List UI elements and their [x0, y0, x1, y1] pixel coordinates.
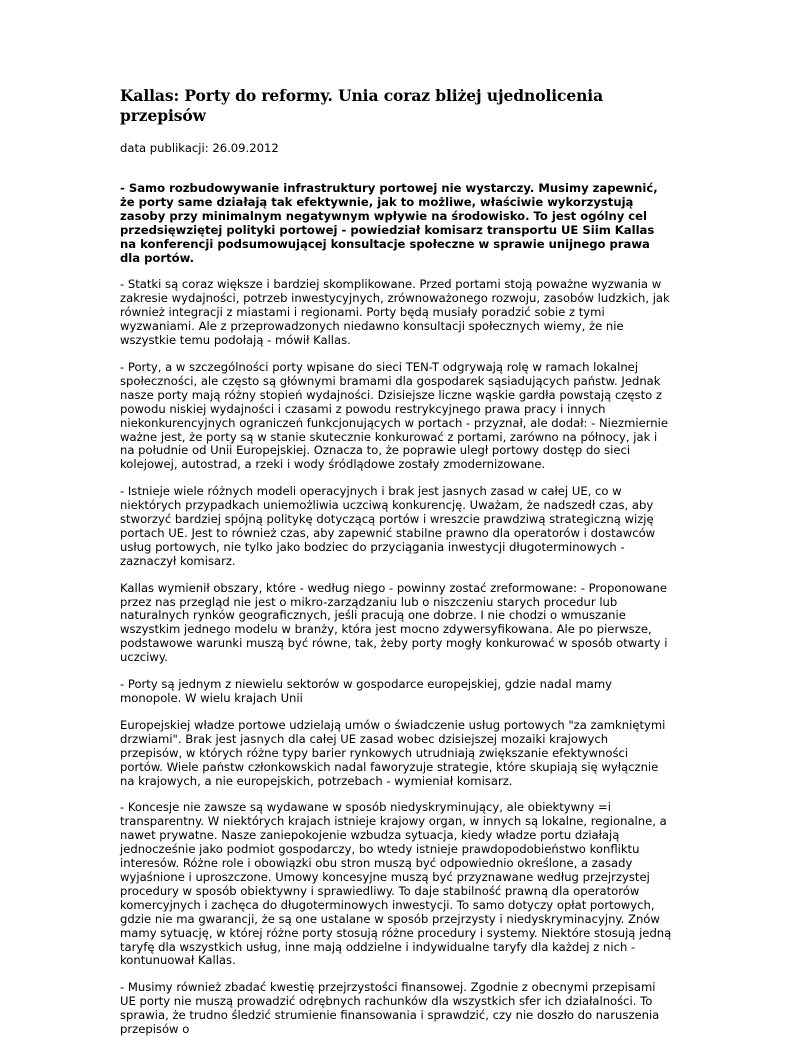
article [120, 86, 672, 1037]
paragraph-3: - Istnieje wiele różnych modeli operacyjnych i brak jest jasnych zasad w całej UE, co w niektórych przypadkach uniemożliwia uczciwą konkurencję. Uważam, że nadszedł czas, aby stworzyć bardziej spójną politykę dotyczącą portów i wreszcie prawdziwą strategiczną wizję portach UE. Jest to również czas, aby zapewnić stabilne prawno dla operatorów i dostawców usług portowych, nie tylko jako bodziec do przyciągania inwestycji długoterminowych - zaznaczył komisarz. [120, 484, 656, 568]
article-title: Kallas: Porty do reformy. Unia coraz bliżej ujednolicenia przepisów [120, 86, 604, 125]
paragraph-2: - Porty, a w szczególności porty wpisane do sieci TEN-T odgrywają rolę w ramach lokalnej społeczności, ale często są głównymi bramami dla gospodarek sąsiadujących państw. Jednak nasze porty mają różny stopień wydajności. Dzisiejsze liczne wąskie gardła powstają często z powodu niskiej wydajności i czasami z powodu restrykcyjnego prawa pracy i innych niekonkurencyjnych ograniczeń funkcjonujących w portach - przyznał, ale dodał: - Niezmiernie ważne jest, że porty są w stanie skutecznie konkurować z portami, zarówno na północy, jak i na południe od Unii Europejskiej. Oznacza to, że poprawie uległ portowy dostęp do sieci kolejowej, autostrad, a rzeki i wody śródlądowe zostały zmodernizowane. [120, 359, 669, 472]
paragraph-8: - Musimy również zbadać kwestię przejrzystości finansowej. Zgodnie z obecnymi przepisami UE porty nie muszą prowadzić odrębnych rachunków dla wszystkich sfer ich działalności. To sprawia, że trudno śledzić strumienie finansowania i sprawdzić, czy nie doszło do naruszenia przepisów o [120, 980, 660, 1037]
paragraph-7: - Koncesje nie zawsze są wydawane w sposób niedyskryminujący, ale obiektywny =i transparentny. W niektórych krajach istnieje krajowy organ, w innych są lokalne, regionalne, a nawet prywatne. Nasze zaniepokojenie wzbudza sytuacja, kiedy władze portu działają jednocześnie jako podmiot gospodarczy, bo wtedy istnieje prawdopodobieństwo konfliktu interesów. Różne role i obowiązki obu stron muszą być odpowiednio określone, a zasady wyjaśnione i uproszczone. Umowy koncesyjne muszą być przyznawane według przejrzystej procedury w sposób obiektywny i sprawiedliwy. To daje stabilność prawną dla operatorów komercyjnych i zachęca do długoterminowych inwestycji. To samo dotyczy opłat portowych, gdzie nie ma gwarancji, że są one ustalane w sposób przejrzysty i niedyskryminacyjny. Znów mamy sytuację, w której różne porty stosują różne procedury i systemy. Niektóre stosują jedną taryfę dla wszystkich usług, inne mają oddzielne i indywidualne taryfy dla każdej z nich - kontunuował Kallas. [120, 800, 672, 968]
article-lead: - Samo rozbudowywanie infrastruktury portowej nie wystarczy. Musimy zapewnić, że porty same działają tak efektywnie, jak to możliwe, właściwie wykorzystują zasoby przy minimalnym negatywnym wpływie na środowisko. To jest ogólny cel przedsięwziętej polityki portowej - powiedział komisarz transportu UE Siim Kallas na konferencji podsumowującej konsultacje społeczne w sprawie unijnego prawa dla portów. [120, 181, 658, 265]
paragraph-5: - Porty są jednym z niewielu sektorów w gospodarce europejskiej, gdzie nadal mamy monopole. W wielu krajach Unii [120, 677, 612, 705]
paragraph-6: Europejskiej władze portowe udzielają umów o świadczenie usług portowych "za zamkniętymi drzwiami". Brak jest jasnych dla całej UE zasad wobec dzisiejszej mozaiki krajowych przepisów, w których różne typy barier rynkowych utrudniają zwiększanie efektywności portów. Wiele państw członkowskich nadal faworyzuje strategie, które skupiają się wyłącznie na krajowych, a nie europejskich, potrzebach - wymieniał komisarz. [120, 717, 666, 788]
publication-date: data publikacji: 26.09.2012 [120, 141, 279, 155]
paragraph-4: Kallas wymienił obszary, które - według niego - powinny zostać zreformowane: - Proponowane przez nas przegląd nie jest o mikro-zarządzaniu lub o niszczeniu starych procedur lub naturalnych rynków geograficznych, jeśli pracują one dobrze. I nie chodzi o wmuszanie wszystkim jednego modelu w branży, która jest mocno zdywersyfikowana. Ale po pierwsze, podstawowe warunki muszą być równe, tak, żeby porty mogły konkurować w sposób otwarty i uczciwy. [120, 580, 668, 665]
paragraph-1: - Statki są coraz większe i bardziej skomplikowane. Przed portami stoją poważne wyzwania w zakresie wydajności, potrzeb inwestycyjnych, zrównoważonego rozwoju, zasobów ludzkich, jak również integracji z miastami i regionami. Porty będą musiały poradzić sobie z tymi wyzwaniami. Ale z przeprowadzonych niedawno konsultacji społecznych wiemy, że nie wszystkie temu podołają - mówił Kallas. [120, 277, 670, 348]
